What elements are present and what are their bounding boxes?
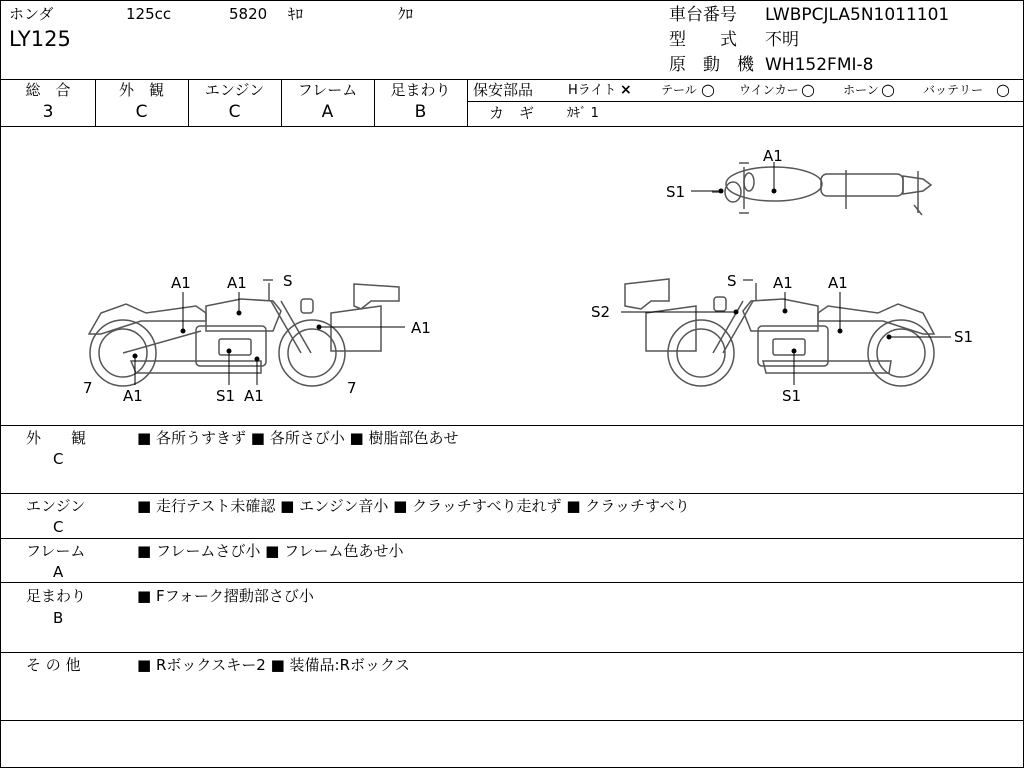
grade-value-exterior: C [135,102,148,122]
bullet: ■ [280,497,295,515]
mileage-unit: ｷﾛ [288,5,304,23]
bullet: ■ [265,542,280,560]
safety-mark-tail: ○ [701,80,715,99]
remark-note: 樹脂部色あせ [368,429,459,447]
remark-label-exterior: 外 観 [26,429,87,447]
mark-left-a1: A1 [411,319,431,337]
divider [1,582,1023,583]
mileage: 5820 [229,5,268,23]
engine-no-label: 原 動 機 [669,55,754,75]
remark-label-other: そ の 他 [26,656,81,674]
displacement: 125cc [126,5,172,23]
model: LY125 [9,27,71,51]
remark-grade-suspension: B [53,609,64,627]
safety-item-battery: バッテリー [923,83,984,97]
remark-note: クラッチすべり走れず [412,497,562,515]
remark-notes-suspension [137,589,314,604]
mark-left-a1: A1 [171,274,191,292]
remark-notes-engine [137,499,690,514]
remark-note: 装備品:Rボックス [289,656,410,674]
mark-left-s: S [283,272,293,290]
remark-note: 各所さび小 [269,429,345,447]
remark-label-frame: フレーム [26,542,86,560]
bullet: ■ [270,656,285,674]
mark-left-a1: A1 [123,387,143,405]
motorcycle-top-view-icon [712,163,931,215]
remark-note: フレーム色あせ小 [284,542,404,560]
bullet: ■ [137,542,152,560]
safety-mark-headlight: × [620,82,632,98]
bullet: ■ [137,429,152,447]
frame-no: LWBPCJLA5N1011101 [765,5,950,25]
bullet: ■ [137,497,152,515]
bullet: ■ [250,429,265,447]
mark-right-s1: S1 [782,387,802,405]
mark-right-s2: S2 [591,303,611,321]
divider [1,493,1023,494]
safety-mark-battery: ○ [996,80,1010,99]
motorcycle-right-side-icon [625,279,934,386]
divider [1,720,1023,721]
key-value: ｶｷﾞ 1 [567,106,599,121]
grade-value-overall: 3 [42,102,54,122]
safety-item-headlight: Hライト [568,83,617,98]
type-label: 型 式 [669,30,737,50]
remark-note: Rボックスキー2 [155,656,266,674]
mark-top-s1: S1 [666,183,686,201]
key-label: カ ギ [489,104,535,122]
grade-value-suspension: B [414,102,427,122]
bullet: ■ [137,656,152,674]
remark-notes-other [137,658,410,673]
bullet: ■ [566,497,581,515]
type-value: 不明 [765,30,799,50]
safety-item-tail: テール [661,83,697,97]
mark-left-7: 7 [83,379,93,397]
grade-value-engine: C [228,102,241,122]
grade-label-frame: フレーム [297,81,358,99]
mark-left-s1: S1 [216,387,236,405]
mark-top-a1: A1 [763,147,783,165]
grade-label-overall: 総 合 [25,81,71,99]
safety-item-winker: ウインカー [739,83,799,97]
safety-item-horn: ホーン [843,83,879,97]
remark-note: クラッチすべり [585,497,690,515]
safety-mark-winker: ○ [801,80,815,99]
divider [1,538,1023,539]
remark-grade-engine: C [53,518,64,536]
grade-label-engine: エンジン [204,81,265,99]
bullet: ■ [137,587,152,605]
mark-right-s1: S1 [954,328,974,346]
maker: ホンダ [9,5,54,23]
mark-left-7: 7 [347,379,357,397]
remark-note: フレームさび小 [155,542,261,560]
mark-left-a1: A1 [227,274,247,292]
grade-value-frame: A [321,102,334,122]
engine-no: WH152FMI-8 [765,55,874,75]
mark-right-a1: A1 [773,274,793,292]
safety-mark-horn: ○ [881,80,895,99]
remark-note: 走行テスト未確認 [155,497,276,515]
divider [1,652,1023,653]
bullet: ■ [349,429,364,447]
remark-note: Fフォーク摺動部さび小 [155,587,314,605]
grade-label-exterior: 外 観 [118,81,164,99]
safety-label: 保安部品 [473,81,534,99]
frame-no-label: 車台番号 [669,5,737,25]
grade-label-suspension: 足まわり [390,81,451,99]
remark-label-engine: エンジン [26,497,86,515]
remark-notes-frame [137,544,404,559]
remark-note: 各所うすきず [155,429,246,447]
remark-grade-exterior: C [53,450,64,468]
color: ｸﾛ [398,5,414,23]
remark-note: エンジン音小 [299,497,389,515]
remark-notes-exterior [137,431,459,446]
mark-right-s: S [727,272,737,290]
mark-left-a1: A1 [244,387,264,405]
remark-label-suspension: 足まわり [26,587,87,605]
bullet: ■ [393,497,408,515]
remark-grade-frame: A [53,563,64,581]
mark-right-a1: A1 [828,274,848,292]
